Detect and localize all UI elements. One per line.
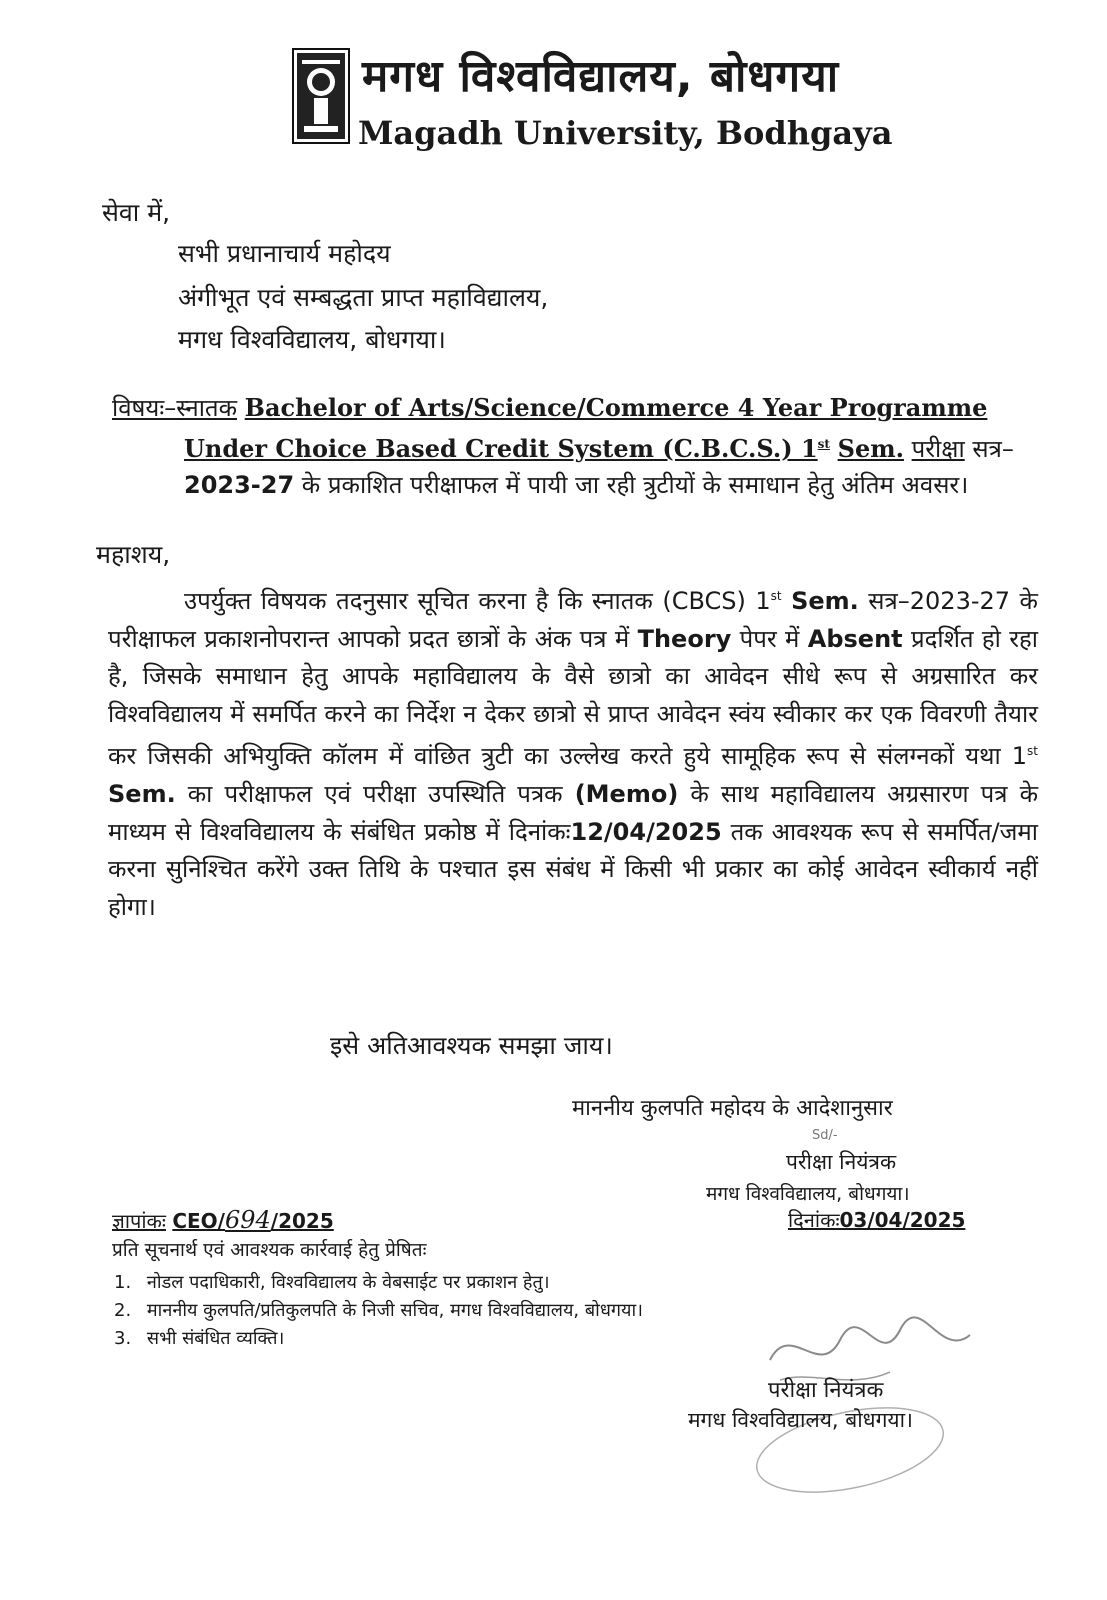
sign-mark: Sd/- (812, 1128, 838, 1143)
subject-programme-b: Under Choice Based Credit System (C.B.C.S.) 1 (184, 434, 818, 463)
body-sem2: Sem. (108, 779, 176, 808)
footer-controller-title: परीक्षा नियंत्रक (768, 1378, 884, 1403)
controller-title: परीक्षा नियंत्रक (786, 1150, 897, 1174)
subject-rest: के प्रकाशित परीक्षाफल में पायी जा रही त्रुटीयों के समाधान हेतु अंतिम अवसर। (301, 471, 969, 499)
copy-item-number: 2. (114, 1300, 132, 1321)
date-label: दिनांकः (788, 1208, 840, 1232)
body-sup2: st (1027, 744, 1038, 759)
recipient-line-2: अंगीभूत एवं सम्बद्धता प्राप्त महाविद्यालय, (178, 283, 549, 312)
body-p7: तक आवश्यक रूप से समर्पित/जमा करना सुनिश्चित करेंगे उक्त तिथि के पश्चात इस संबंध में किसी भी प्रकार का कोई आवेदन स्वीकार्य नहीं होगा। (108, 817, 1038, 921)
subject-block (112, 390, 1047, 503)
body-absent: Absent (807, 624, 903, 653)
body-p5: का परीक्षाफल एवं परीक्षा उपस्थिति पत्रक (187, 779, 563, 808)
body-p3: पेपर में (739, 624, 800, 653)
body-memo: (Memo) (574, 779, 679, 808)
memo-handwritten-number: 694 (224, 1206, 271, 1234)
memo-label: ज्ञापांकः (112, 1209, 166, 1233)
footer-controller-office: मगध विश्वविद्यालय, बोधगया। (688, 1408, 913, 1432)
university-name-hindi: मगध विश्वविद्यालय, बोधगया (362, 51, 840, 102)
copy-item-2 (114, 1298, 643, 1322)
body-paragraph (108, 578, 1038, 926)
body-p4: प्रदर्शित हो रहा है, जिसके समाधान हेतु आपके महाविद्यालय के वैसे छात्रो का आवेदन सीधे रूप से अग्रसारित कर विश्वविद्यालय में समर्पित करने का निर्देश न देकर छात्रो से प्राप्त आवेदन स्वंय स्वीकार कर एक विवरणी तैयार कर जिसकी अभियुक्ति कॉलम में वांछित त्रुटी का उल्लेख करते हुये सामूहिक रूप से संलग्नकों यथा 1 (108, 624, 1038, 771)
urgent-note: इसे अतिआवश्यक समझा जाय। (330, 1031, 613, 1060)
subject-programme-a: Bachelor of Arts/Science/Commerce 4 Year Programme (244, 393, 988, 422)
subject-session: 2023-27 (184, 471, 295, 499)
body-theory: Theory (637, 624, 732, 653)
recipient-line-3: मगध विश्वविद्यालय, बोधगया। (178, 325, 446, 354)
subject-exam: परीक्षा (911, 435, 965, 463)
copy-to: प्रति सूचनार्थ एवं आवश्यक कार्रवाई हेतु प्रेषितः (112, 1239, 427, 1261)
body-p2: सत्र–2023-27 के परीक्षाफल प्रकाशनोपरान्त आपको प्रदत छात्रों के अंक पत्र में (108, 587, 1038, 653)
subject-label: विषयः–स्नातक (112, 394, 238, 422)
body-sem1: Sem. (791, 587, 859, 615)
salutation: महाशय, (96, 540, 171, 569)
body-deadline: 12/04/2025 (570, 817, 722, 846)
memo-suffix: /2025 (270, 1209, 334, 1233)
order-line: माननीय कुलपति महोदय के आदेशानुसार (572, 1096, 893, 1121)
body-p6: के साथ महाविद्यालय अग्रसारण पत्र के माध्यम से विश्वविद्यालय के संबंधित प्रकोष्ठ में दिनांकः (108, 779, 1038, 846)
copy-item-3 (114, 1326, 284, 1350)
copy-item-1 (114, 1270, 550, 1294)
copy-item-number: 1. (114, 1272, 132, 1293)
subject-sem: Sem. (837, 434, 904, 463)
recipient-line-1: सभी प्रधानाचार्य महोदय (178, 239, 391, 268)
university-name-english: Magadh University, Bodhgaya (358, 114, 893, 152)
copy-item-text: नोडल पदाधिकारी, विश्वविद्यालय के वेबसाईट पर प्रकाशन हेतु। (146, 1272, 550, 1293)
subject-session-label: सत्र– (972, 435, 1014, 463)
copy-item-number: 3. (114, 1328, 132, 1349)
letter-date (788, 1206, 965, 1233)
body-sup1: st (770, 589, 782, 603)
controller-office: मगध विश्वविद्यालय, बोधगया। (706, 1183, 910, 1205)
university-logo-icon (292, 48, 350, 144)
subject-sup: st (817, 437, 830, 451)
memo-prefix: CEO/ (172, 1209, 225, 1233)
body-p1: उपर्युक्त विषयक तदनुसार सूचित करना है कि स्नातक (CBCS) 1 (184, 587, 771, 615)
copy-item-text: माननीय कुलपति/प्रतिकुलपति के निजी सचिव, मगध विश्वविद्यालय, बोधगया। (146, 1300, 643, 1321)
memo-number (112, 1206, 334, 1234)
recipient-to: सेवा में, (102, 198, 171, 227)
copy-item-text: सभी संबंधित व्यक्ति। (146, 1328, 285, 1349)
date-value: 03/04/2025 (839, 1208, 966, 1232)
